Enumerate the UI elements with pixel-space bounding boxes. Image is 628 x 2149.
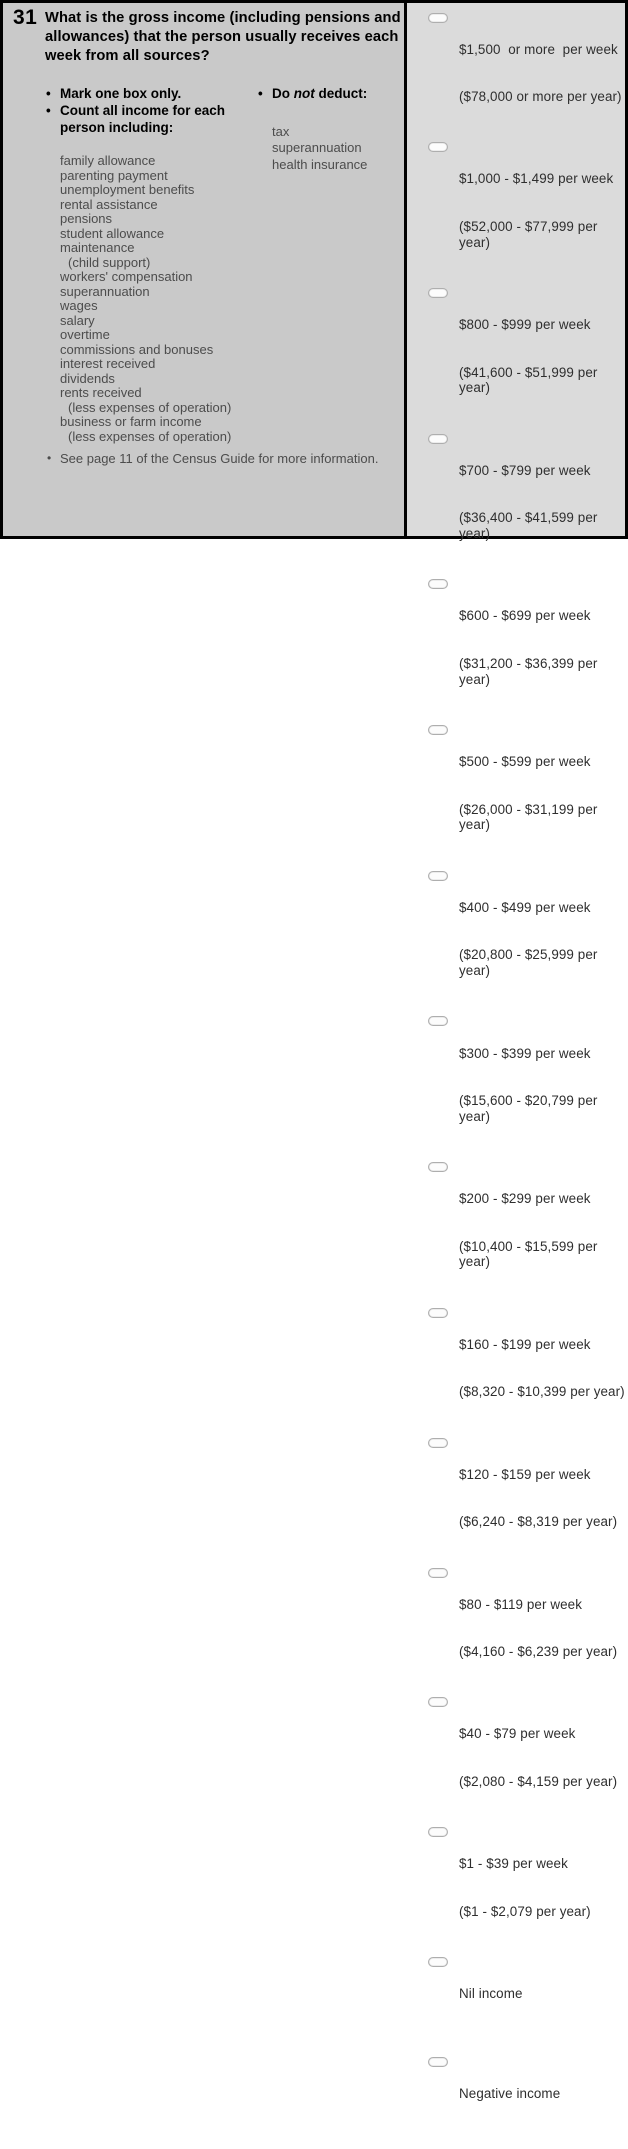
instruction-mark-one-box — [46, 85, 256, 102]
option-checkbox[interactable] — [428, 579, 448, 589]
instruction-list — [46, 85, 256, 136]
income-source-item: dividends — [60, 370, 115, 386]
option-year-text: ($52,000 - $77,999 per year) — [459, 218, 602, 250]
income-source-item: workers' compensation — [60, 269, 193, 284]
option-week-text: Nil income — [459, 1986, 523, 2002]
question-text-line: week from all sources? — [45, 48, 210, 64]
income-option-row — [428, 1160, 625, 1302]
option-label — [459, 1695, 617, 1821]
option-year-text: ($20,800 - $25,999 per year) — [459, 947, 602, 979]
option-year-text: ($4,160 - $6,239 per year) — [459, 1643, 618, 1659]
income-option-row — [428, 1305, 625, 1431]
option-label — [459, 1014, 625, 1156]
income-source-item: business or farm income — [60, 414, 202, 429]
instruction-count-all-income — [46, 102, 256, 136]
income-source-item: commissions and bonuses — [60, 341, 214, 357]
income-option-row — [428, 140, 625, 282]
income-option-row — [428, 2054, 625, 2149]
income-option-row — [428, 723, 625, 865]
question-text-line: allowances) that the person usually receives each — [45, 29, 399, 45]
option-label — [459, 1955, 523, 2050]
option-label — [459, 1435, 617, 1561]
instruction-label: Mark one box only. — [60, 86, 182, 101]
income-option-row — [428, 286, 625, 428]
income-option-row — [428, 10, 625, 136]
option-checkbox[interactable] — [428, 13, 448, 23]
option-checkbox[interactable] — [428, 1438, 448, 1448]
option-label — [459, 431, 625, 573]
option-label — [459, 10, 622, 136]
option-checkbox[interactable] — [428, 871, 448, 881]
option-week-text: Negative income — [459, 2086, 561, 2101]
option-checkbox[interactable] — [428, 288, 448, 298]
income-source-item: wages — [60, 298, 98, 313]
option-week-text: $1,500 or more per week — [459, 41, 618, 57]
option-year-text: ($31,200 - $36,399 per year) — [459, 655, 602, 687]
income-option-row — [428, 1565, 625, 1691]
question-panel — [3, 3, 407, 536]
option-year-text: ($1 - $2,079 per year) — [459, 1903, 591, 1919]
income-source-item: overtime — [60, 327, 110, 342]
income-source-item: salary — [60, 312, 95, 328]
do-not-deduct-section — [258, 85, 406, 173]
option-week-text: $80 - $119 per week — [459, 1596, 582, 1612]
census-guide-note-text: See page 11 of the Census Guide for more information. — [60, 451, 379, 466]
option-label — [459, 577, 625, 719]
option-checkbox[interactable] — [428, 434, 448, 444]
income-source-item: student allowance — [60, 225, 165, 241]
option-checkbox[interactable] — [428, 1568, 448, 1578]
option-year-text: ($36,400 - $41,599 per year) — [459, 510, 602, 541]
option-label — [459, 723, 625, 865]
income-option-row — [428, 1014, 625, 1156]
income-source-item: rents received — [60, 385, 142, 400]
income-source-item: interest received — [60, 356, 156, 371]
income-source-item: pensions — [60, 211, 113, 226]
deduct-item: tax — [272, 124, 290, 139]
option-checkbox[interactable] — [428, 2057, 448, 2067]
income-option-row — [428, 1825, 625, 1951]
option-label — [459, 1565, 617, 1691]
option-checkbox[interactable] — [428, 1827, 448, 1837]
option-checkbox[interactable] — [428, 1308, 448, 1318]
option-checkbox[interactable] — [428, 1957, 448, 1967]
option-checkbox[interactable] — [428, 1162, 448, 1172]
income-source-item: family allowance — [60, 153, 156, 168]
income-source-item: rental assistance — [60, 196, 158, 212]
option-label — [459, 1305, 625, 1431]
income-option-row — [428, 577, 625, 719]
option-week-text: $800 - $999 per week — [459, 317, 591, 333]
question-text-line: What is the gross income (including pensions and — [45, 10, 401, 26]
option-week-text: $700 - $799 per week — [459, 462, 591, 478]
bullet-icon: • — [258, 86, 263, 101]
bullet-icon: • — [46, 86, 51, 101]
option-checkbox[interactable] — [428, 1016, 448, 1026]
do-not-deduct-emphasis: not — [293, 86, 315, 101]
income-source-item: maintenance — [60, 240, 135, 255]
option-label — [459, 1825, 591, 1951]
option-week-text: $1 - $39 per week — [459, 1856, 568, 1872]
income-source-item: superannuation — [60, 283, 150, 299]
income-option-row — [428, 1695, 625, 1821]
option-week-text: $600 - $699 per week — [459, 608, 591, 624]
option-year-text: ($26,000 - $31,199 per year) — [459, 801, 602, 833]
deduct-items-list — [272, 124, 406, 173]
option-year-text: ($41,600 - $51,999 per year) — [459, 364, 602, 396]
deduct-item: health insurance — [272, 157, 368, 172]
option-label — [459, 2054, 560, 2149]
option-year-text: ($15,600 - $20,799 per year) — [459, 1092, 602, 1124]
option-year-text: ($78,000 or more per year) — [459, 88, 622, 104]
option-label — [459, 868, 625, 1010]
income-option-row — [428, 1955, 625, 2050]
instruction-label: Count all income for each person including: — [60, 103, 226, 135]
option-week-text: $400 - $499 per week — [459, 899, 591, 915]
income-option-row — [428, 431, 625, 573]
income-source-item: (child support) — [68, 254, 151, 270]
option-week-text: $200 - $299 per week — [459, 1191, 591, 1207]
option-year-text: ($8,320 - $10,399 per year) — [459, 1384, 625, 1400]
option-week-text: $1,000 - $1,499 per week — [459, 171, 614, 187]
option-week-text: $160 - $199 per week — [459, 1336, 591, 1352]
option-checkbox[interactable] — [428, 142, 448, 152]
income-source-item: (less expenses of operation) — [68, 428, 232, 444]
income-sources-list — [60, 154, 231, 444]
deduct-item: superannuation — [272, 140, 362, 155]
option-week-text: $300 - $399 per week — [459, 1045, 591, 1061]
option-checkbox[interactable] — [428, 1697, 448, 1707]
option-label — [459, 286, 625, 428]
income-source-item: (less expenses of operation) — [68, 399, 232, 415]
option-label — [459, 1160, 625, 1302]
do-not-deduct-heading — [258, 85, 406, 102]
do-not-deduct-label: Do not deduct: — [272, 86, 368, 101]
income-source-item: unemployment benefits — [60, 182, 195, 197]
option-checkbox[interactable] — [428, 725, 448, 735]
question-number: 31 — [13, 6, 38, 29]
option-year-text: ($6,240 - $8,319 per year) — [459, 1514, 618, 1530]
answer-panel — [407, 3, 625, 2101]
option-week-text: $120 - $159 per week — [459, 1466, 591, 1482]
income-option-row — [428, 868, 625, 1010]
question-text — [45, 9, 401, 66]
option-week-text: $40 - $79 per week — [459, 1726, 576, 1742]
bullet-icon: • — [47, 451, 52, 465]
option-year-text: ($10,400 - $15,599 per year) — [459, 1238, 602, 1270]
option-week-text: $500 - $599 per week — [459, 754, 591, 770]
bullet-icon: • — [46, 103, 51, 118]
census-guide-note — [47, 451, 387, 466]
income-source-item: parenting payment — [60, 167, 168, 183]
income-options-list — [428, 10, 625, 2149]
option-label — [459, 140, 625, 282]
income-option-row — [428, 1435, 625, 1561]
option-year-text: ($2,080 - $4,159 per year) — [459, 1773, 618, 1789]
